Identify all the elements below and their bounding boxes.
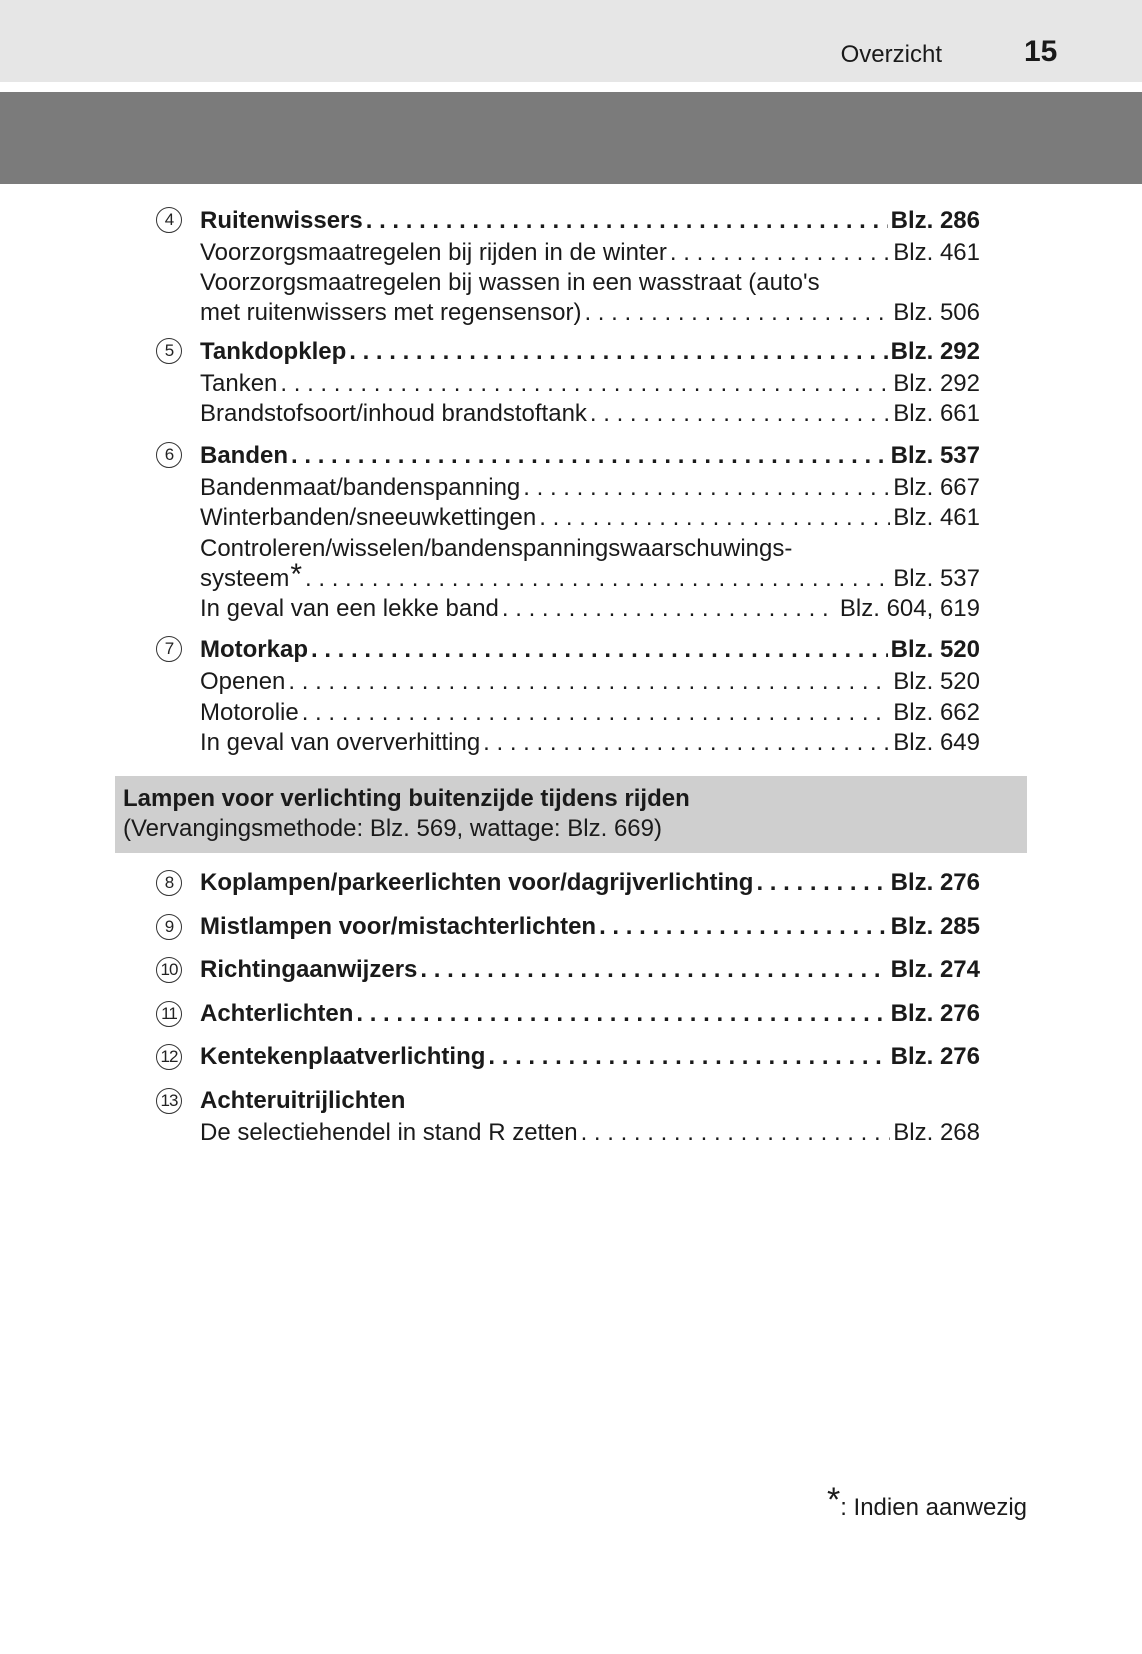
header-bar	[0, 0, 1142, 82]
heading-label: Mistlampen voor/mistachterlichten	[200, 913, 597, 940]
heading-label: Achterlichten	[200, 1000, 354, 1027]
page-ref: Blz. 268	[893, 1119, 980, 1146]
page-ref: Blz. 661	[893, 400, 980, 427]
lamp-section-box	[115, 776, 1027, 853]
entry-label: Tanken	[200, 370, 278, 397]
page-ref: Blz. 667	[893, 474, 980, 501]
item-number-13: 13	[156, 1088, 182, 1114]
page-ref: Blz. 292	[893, 370, 980, 397]
toc-heading-richtingaanwijzers[interactable]	[200, 955, 980, 985]
heading-label: Ruitenwissers	[200, 207, 363, 234]
footnote	[826, 1481, 1027, 1522]
toc-entry[interactable]	[200, 473, 980, 503]
toc-heading-banden[interactable]	[200, 441, 980, 471]
section-title: Overzicht	[840, 41, 942, 68]
footnote-asterisk: *	[826, 1481, 841, 1519]
item-number-7: 7	[156, 636, 182, 662]
page-ref: Blz. 285	[890, 913, 980, 940]
toc-entry[interactable]	[200, 238, 980, 268]
lamp-section-title: Lampen voor verlichting buitenzijde tijdens rijden	[123, 785, 690, 812]
entry-label: In geval van een lekke band	[200, 595, 499, 622]
entry-label: Openen	[200, 668, 286, 695]
heading-label: Kentekenplaatverlichting	[200, 1043, 486, 1070]
entry-label: In geval van oververhitting	[200, 729, 481, 756]
item-number-4: 4	[156, 207, 182, 233]
header-band	[0, 92, 1142, 184]
entry-label: Voorzorgsmaatregelen bij rijden in de winter	[200, 239, 667, 266]
page-ref: Blz. 276	[890, 869, 980, 896]
entry-label: Motorolie	[200, 699, 299, 726]
item-number-6: 6	[156, 442, 182, 468]
toc-entry-line1: Controleren/wisselen/bandenspanningswaarschuwings-	[200, 535, 793, 562]
heading-label: Koplampen/parkeerlichten voor/dagrijverlichting	[200, 869, 754, 896]
toc-heading-kentekenplaatverlichting[interactable]	[200, 1042, 980, 1072]
toc-heading-koplampen[interactable]	[200, 868, 980, 898]
item-number-9: 9	[156, 914, 182, 940]
heading-label: Tankdopklep	[200, 338, 347, 365]
page-ref: Blz. 662	[893, 699, 980, 726]
toc-heading-mistlampen[interactable]	[200, 912, 980, 942]
toc-entry-line1: Voorzorgsmaatregelen bij wassen in een wasstraat (auto's	[200, 269, 820, 296]
item-number-10: 10	[156, 957, 182, 983]
toc-entry[interactable]	[200, 728, 980, 758]
entry-label: De selectiehendel in stand R zetten	[200, 1119, 578, 1146]
item-number-12: 12	[156, 1044, 182, 1070]
footnote-text: : Indien aanwezig	[840, 1494, 1027, 1521]
entry-label: Brandstofsoort/inhoud brandstoftank	[200, 400, 587, 427]
page-ref: Blz. 276	[890, 1043, 980, 1070]
toc-entry[interactable]	[200, 698, 980, 728]
toc-entry[interactable]	[200, 298, 980, 328]
toc-entry[interactable]	[200, 369, 980, 399]
page-ref: Blz. 461	[893, 239, 980, 266]
asterisk-marker: *	[290, 558, 303, 591]
toc-entry[interactable]	[200, 503, 980, 533]
toc-heading-motorkap[interactable]	[200, 635, 980, 665]
entry-label: met ruitenwissers met regensensor)	[200, 299, 582, 326]
toc-heading-ruitenwissers[interactable]	[200, 206, 980, 236]
toc-heading-achterlichten[interactable]	[200, 999, 980, 1029]
page-ref: Blz. 292	[890, 338, 980, 365]
page-ref: Blz. 537	[893, 565, 980, 592]
toc-heading-tankdopklep[interactable]	[200, 337, 980, 367]
entry-label: systeem	[200, 565, 290, 592]
page-number: 15	[1024, 35, 1058, 68]
page-ref: Blz. 604, 619	[839, 595, 980, 622]
page-ref: Blz. 520	[890, 636, 980, 663]
toc-entry[interactable]	[200, 667, 980, 697]
heading-label: Motorkap	[200, 636, 308, 663]
entry-label: Winterbanden/sneeuwkettingen	[200, 504, 537, 531]
item-number-5: 5	[156, 338, 182, 364]
lamp-section-subtitle: (Vervangingsmethode: Blz. 569, wattage: Blz. 669)	[123, 815, 662, 842]
heading-label: Banden	[200, 442, 289, 469]
entry-label: Bandenmaat/bandenspanning	[200, 474, 521, 501]
page-ref: Blz. 537	[890, 442, 980, 469]
page-ref: Blz. 506	[893, 299, 980, 326]
heading-label: Richtingaanwijzers	[200, 956, 418, 983]
page-ref: Blz. 276	[890, 1000, 980, 1027]
item-number-11: 11	[156, 1001, 182, 1027]
page-ref: Blz. 520	[893, 668, 980, 695]
toc-entry[interactable]	[200, 1118, 980, 1148]
toc-heading-achteruitrijlichten: Achteruitrijlichten	[200, 1087, 406, 1114]
item-number-8: 8	[156, 870, 182, 896]
toc-entry[interactable]	[200, 399, 980, 429]
page-ref: Blz. 461	[893, 504, 980, 531]
page-ref: Blz. 274	[890, 956, 980, 983]
toc-entry[interactable]	[200, 558, 980, 594]
toc-entry[interactable]	[200, 594, 980, 624]
page-ref: Blz. 649	[893, 729, 980, 756]
page-ref: Blz. 286	[890, 207, 980, 234]
